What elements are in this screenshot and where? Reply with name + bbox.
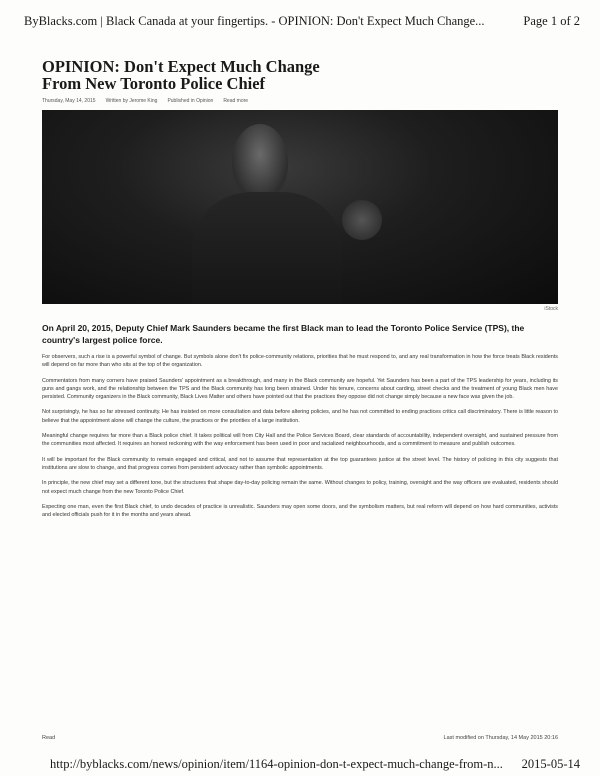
- article-paragraph: It will be important for the Black community to remain engaged and critical, and not to assume that representation at the top guarantees justice at the street level. The history of policing in this city suggests that institutions are slow to change, and that progress comes from persistent advocacy rather than symbolic appointments.: [42, 456, 558, 471]
- print-footer: [50, 757, 580, 772]
- article-paragraph: Meaningful change requires far more than a Black police chief. It takes political will from City Hall and the Police Services Board, clear standards of accountability, independent oversight, and sustained pressure from the communities most affected. It requires an honest reckoning with the way enforcement has been used in poor and racialized neighbourhoods, and a commitment to measure and publish outcomes.: [42, 433, 558, 448]
- article-paragraph: Not surprisingly, he has so far stressed continuity. He has insisted on more consultation and data before altering policies, and he has not committed to ending practices critics call discriminatory. There is little reason to believe that the appointment alone will change the culture, the practices or the priorities of a large institution.: [42, 409, 558, 424]
- article-title: [42, 58, 558, 92]
- article-paragraph: Commentators from many corners have praised Saunders' appointment as a breakthrough, and many in the Black community are hopeful. Yet Saunders has been a part of the TPS leadership for years, including its guns and gangs work, and the relationship between the TPS and the Black community has long been strained. Under his tenure, concerns about carding, street checks and the treatment of young Black men have persisted. Community organizers in the Black community, Black Lives Matter and others have pointed out that the practices they oppose did not change simply because a new face was given the job.: [42, 377, 558, 401]
- article-paragraph: In principle, the new chief may set a different tone, but the structures that shape day-to-day policing remain the same. Without changes to policy, training, oversight and the way officers are evaluated, residents should not expect much change from the new Toronto Police Chief.: [42, 480, 558, 495]
- article-footer: [42, 735, 558, 741]
- footer-read-link[interactable]: Read: [42, 735, 56, 741]
- article-paragraph: For observers, such a rise is a powerful symbol of change. But symbols alone don't fix police-community relations, priorities that he must respond to, and any real transformation in how the force treats Black residents will depend on far more than who sits at the top of the organization.: [42, 354, 558, 369]
- article-title-line1: OPINION: Don't Expect Much Change: [42, 57, 320, 76]
- article-reads[interactable]: Read more: [223, 98, 249, 104]
- article: [42, 58, 558, 525]
- article-lede: On April 20, 2015, Deputy Chief Mark Saunders became the first Black man to lead the Toronto Police Service (TPS), the country's largest police force.: [42, 323, 525, 345]
- print-header-title: ByBlacks.com | Black Canada at your fingertips. - OPINION: Don't Expect Much Change...: [24, 14, 485, 28]
- print-footer-date: 2015-05-14: [521, 757, 580, 771]
- photo-figure-head: [232, 124, 288, 200]
- photo-figure-hand: [342, 200, 382, 240]
- article-meta: [42, 98, 558, 104]
- print-header: [24, 14, 580, 29]
- article-author[interactable]: Written by Jerome King: [105, 98, 158, 104]
- article-date: Thursday, May 14, 2015: [42, 98, 96, 104]
- print-header-page: Page 1 of 2: [523, 14, 580, 28]
- article-title-line2: From New Toronto Police Chief: [42, 74, 266, 93]
- photo-figure-body: [192, 192, 342, 304]
- print-footer-url[interactable]: http://byblacks.com/news/opinion/item/1164-opinion-don-t-expect-much-change-from-n...: [50, 757, 503, 771]
- article-category[interactable]: Published in Opinion: [167, 98, 214, 104]
- article-paragraph: Expecting one man, even the first Black chief, to undo decades of practice is unrealistic. Saunders may open some doors, and the symbolism matters, but real reform will depend on how hard communities, activists and elected officials push for it in the months and years ahead.: [42, 503, 558, 519]
- article-photo: [42, 110, 558, 304]
- footer-last-modified: Last modified on Thursday, 14 May 2015 20:16: [443, 735, 558, 741]
- photo-caption: iStock: [544, 306, 558, 312]
